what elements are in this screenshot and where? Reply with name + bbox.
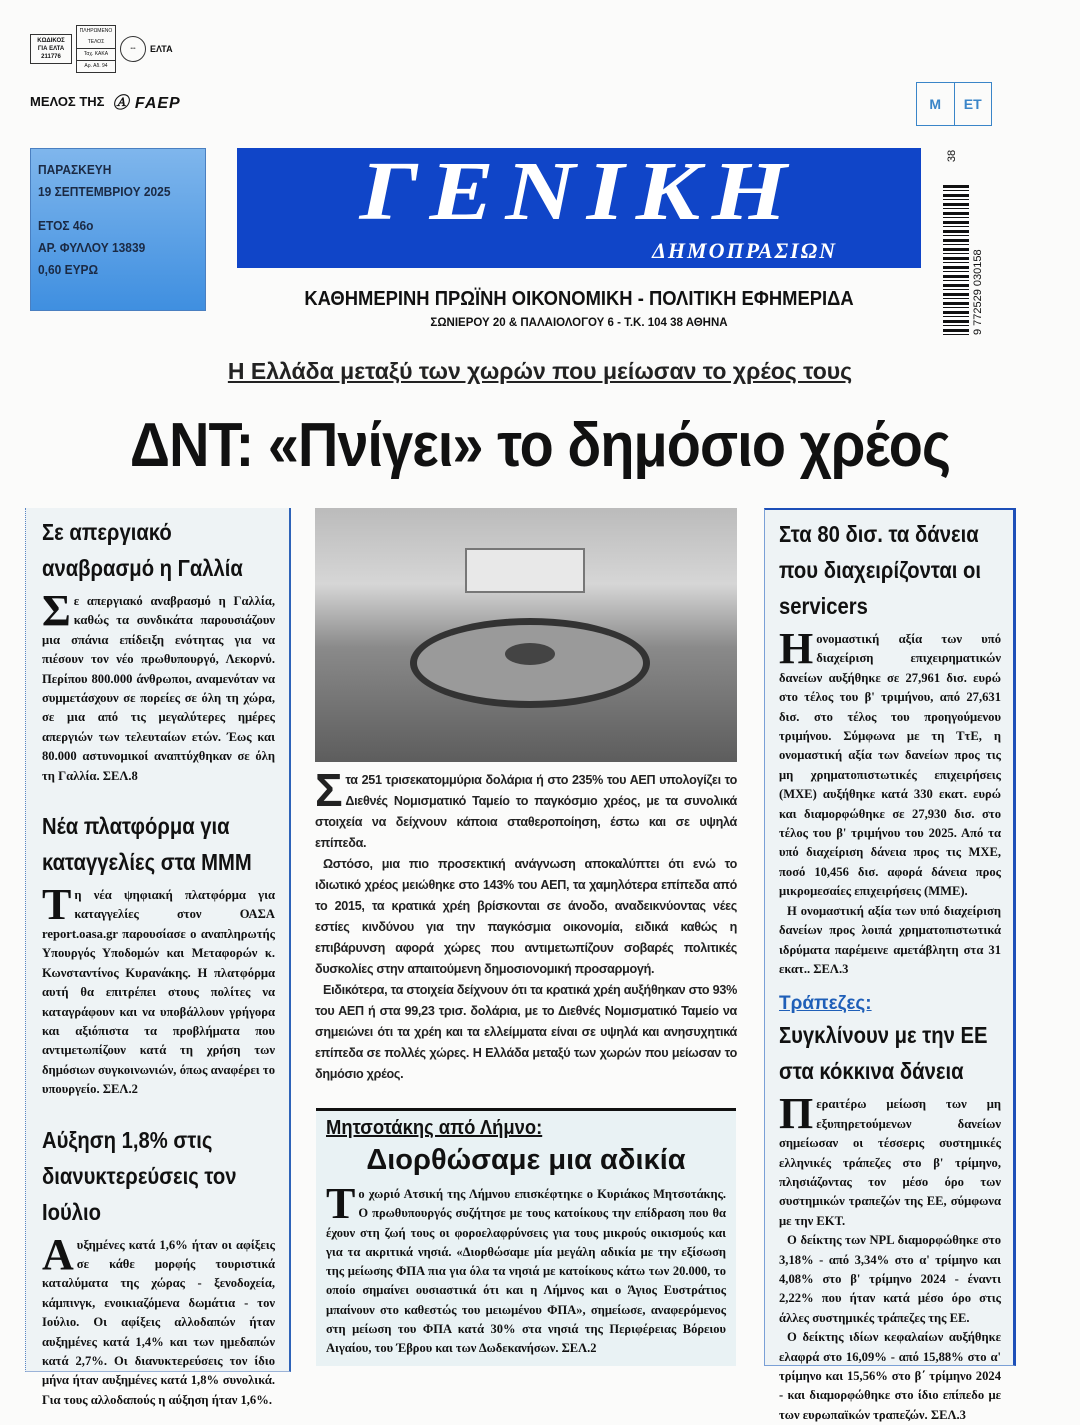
conference-photo [315, 508, 737, 762]
masthead [237, 145, 921, 268]
story-title: Συγκλίνουν με την ΕΕ στα κόκκινα δάνεια [779, 1022, 988, 1085]
box-kicker: Μητσοτάκης από Λήμνο: [326, 1117, 543, 1139]
association-logos: Ⓐ FAEP [112, 95, 181, 112]
left-column [25, 508, 291, 1407]
story-text: Ο δείκτης των NPL διαμορφώθηκε στο 3,18% - από 3,34% στο α' τρίμηνο και 4,08% στο β' τρίμηνο 2024 - έναντι 2,22% που ήταν κατά μέσο όρο στις άλλες συστημικές τράπεζες της ΕΕ. [779, 1233, 1001, 1325]
story-overnight-stays [42, 1122, 275, 1411]
right-column [764, 508, 1016, 1422]
dropcap: Α [42, 1229, 74, 1279]
issue-price: 0,60 ΕΥΡΩ [38, 262, 99, 277]
address: ΣΩΝΙΕΡΟΥ 20 & ΠΑΛΑΙΟΛΟΓΟΥ 6 - Τ.Κ. 104 38 ΑΘΗΝΑ [430, 317, 728, 329]
dropcap: Σ [315, 764, 343, 816]
story-text: εραιτέρω μείωση των μη εξυπηρετούμενων δανείων σημείωσαν οι τέσσερις συστημικές ελληνικές τράπεζες στο β' τρίμηνο, πλησιάζοντας τον μέσο όρο των συστημικών τραπεζών της ΕΕ, σύμφωνα με την ΕΚΤ. [779, 1097, 1001, 1228]
elta-code-box [30, 34, 72, 64]
dropcap: Τ [326, 1179, 356, 1228]
paid-line: Ταχ. ΚΑΚΑ [77, 49, 115, 61]
barcode-number: 9 772529 030158 [972, 249, 984, 335]
lead-article [315, 764, 737, 1085]
elta-logo: ΕΛΤΑ [150, 44, 173, 54]
dropcap: Η [779, 624, 814, 673]
masthead-subtitle: ΔΗΜΟΠΡΑΣΙΩΝ [652, 238, 837, 263]
dropcap: Π [779, 1089, 814, 1139]
lead-paragraph: τα 251 τρισεκατομμύρια δολάρια ή στο 235% του ΑΕΠ υπολογίζει το Διεθνές Νομισματικό Ταμείο το παγκόσμιο χρέος, με τα συνολικά στοιχεία να δείχνουν κάποια σταθεροποίηση, έστω και σε υψηλά επίπεδα. [315, 773, 737, 850]
story-title: Στα 80 δισ. τα δάνεια που διαχειρίζονται οι servicers [779, 521, 982, 619]
paid-line: ΠΛΗΡΩΜΕΝΟ ΤΕΛΟΣ [77, 26, 115, 49]
lead-headline: ΔΝΤ: «Πνίγει» το δημόσιο χρέος [129, 411, 951, 480]
met-right: ΕΤ [963, 96, 982, 112]
box-headline: Διορθώσαμε μια αδικία [366, 1144, 686, 1176]
dropcap: Τ [42, 880, 72, 930]
paid-postage-box [76, 25, 116, 73]
story-banks [779, 993, 1001, 1425]
issue-number: ΑΡ. ΦΥΛΛΟΥ 13839 [38, 240, 146, 255]
story-strikes-france [42, 514, 275, 786]
issue-date: 19 ΣΕΠΤΕΜΒΡΙΟΥ 2025 [38, 184, 171, 199]
box-text: ο χωριό Ατσική της Λήμνου επισκέφτηκε ο Κυριάκος Μητσοτάκης. Ο πρωθυπουργός συζήτησε με τους κατοίκους την επίδραση που θα έχουν στη ζωή τους οι φοροελαφρύνσεις για τους μικρούς οικισμούς και για τα ακριτικά νησιά. «Διορθώσαμε μία μεγάλη αδικία με την εξίσωση της μείωσης ΦΠΑ πια για όλα τα νησιά με κατοίκους κάτω των 20.000, το οποίο σημαίνει ουσιαστικά ότι και η Λήμνος και ο Άγιος Ευστράτιος μπαίνουν στο καθεστώς του μειωμένου ΦΠΑ», σημείωσε, αναφερόμενος στη μείωση του ΦΠΑ κατά 30% στα νησιά της Περιφέρειας Βόρειου Αιγαίου, του Έβρου και των Δωδεκανήσων. ΣΕΛ.2 [326, 1187, 726, 1356]
photo-screen [465, 548, 585, 593]
barcode-issue-code: 38 [946, 149, 959, 163]
met-left: Μ [917, 83, 955, 125]
issue-day: ΠΑΡΑΣΚΕΥΗ [38, 162, 112, 177]
postal-stamp-icon: ••• [120, 36, 146, 62]
tagline: ΚΑΘΗΜΕΡΙΝΗ ΠΡΩΪΝΗ ΟΙΚΟΝΟΜΙΚΗ - ΠΟΛΙΤΙΚΗ ΕΦΗΜΕΡΙΔΑ [304, 288, 854, 310]
issue-year: ΕΤΟΣ 46ο [38, 218, 94, 233]
elta-code: 211776 [41, 54, 61, 60]
story-text: ε απεργιακό αναβρασμό η Γαλλία, καθώς τα συνδικάτα παρουσιάζουν μια σπάνια επίδειξη ενότητας για να πιέσουν τον νέο πρωθυπουργό, Λεκορνύ. Περίπου 800.000 άνθρωποι, αναμενόταν να συμμετάσχουν σε πορείες σε όλη τη χώρα, σε μια από τις μεγαλύτερες ημέρες απεργιών των τελευταίων ετών. Έως και 80.000 αστυνομικοί αναπτύχθηκαν σε όλη τη Γαλλία. ΣΕΛ.8 [42, 594, 275, 783]
story-kicker: Τράπεζες: [779, 993, 872, 1015]
story-text: ονομαστική αξία των υπό διαχείριση επιχειρηματικών δανείων αυξήθηκε σε 27,961 δισ. ευρώ στο τέλος του β' τριμήνου, από 27,631 δισ. στο τέλος του προηγούμενου τριμήνου. Σύμφωνα με τη ΤτΕ, η ονομαστική αξία των δανείων προς τις μη χρηματοπιστωτικές επιχειρήσεις (ΜΧΕ) αυξήθηκε κατά 330 εκατ. ευρώ και διαμορφώθηκε σε 27,930 δισ. στο τέλος του β' τριμήνου του 2025. Από τα υπό διαχείριση δάνεια προς τις ΜΧΕ, ποσό 10,456 δισ. αφορά δάνεια προς μικρομεσαίες επιχειρήσεις (ΜΜΕ). [779, 632, 1001, 899]
masthead-title: ΓΕΝΙΚΗ [359, 145, 799, 238]
lead-paragraph: Ωστόσο, μια πιο προσεκτική ανάγνωση αποκαλύπτει ότι ενώ το ιδιωτικό χρέος μειώθηκε στο 143% του ΑΕΠ, τα χαμηλότερα επίπεδα από το 2015, τα κρατικά χρέη βρίσκονται σε άνοδο, αναδεικνύοντας νέες εστίες κινδύνου για την παγκόσμια οικονομία, ειδικά καθώς η επιβάρυνση αφορά χώρες που αντιμετωπίζουν σοβαρές πολιτικές δυσκολίες στην απαιτούμενη δημοσιονομική προσαρμογή. [315, 857, 737, 976]
story-title: Νέα πλατφόρμα για καταγγελίες στα ΜΜΜ [42, 813, 252, 876]
member-label: ΜΕΛΟΣ ΤΗΣ [30, 94, 105, 109]
story-oasa-platform [42, 808, 275, 1099]
mitsotakis-box [316, 1108, 736, 1366]
membership [30, 90, 181, 113]
lead-paragraph: Ειδικότερα, τα στοιχεία δείχνουν ότι τα κρατικά χρέη αυξήθηκαν στο 93% του ΑΕΠ ή στα 99,23 τρισ. δολάρια, με το Διεθνές Νομισματικό Ταμείο να σημειώνει ότι τα χρέη και τα ελλείμματα είναι σε υψηλά και ανησυχητικά επίπεδα σε πολλές χώρες. Η Ελλάδα μεταξύ των χωρών που μείωσαν το δημόσιο χρέος. [315, 983, 737, 1081]
story-servicers [779, 516, 1001, 979]
story-text: Ο δείκτης ιδίων κεφαλαίων αυξήθηκε ελαφρά στο 16,09% - από 15,88% στο α' τρίμηνο και 15,56% στο β΄ τρίμηνο 2024 - και διαμορφώθηκε στο ίδιο επίπεδο με των ευρωπαϊκών τραπεζών. ΣΕΛ.3 [779, 1330, 1001, 1422]
issue-info-box [30, 148, 206, 311]
lead-kicker: Η Ελλάδα μεταξύ των χωρών που μείωσαν το χρέος τους [227, 358, 853, 384]
met-book-logo [916, 82, 992, 126]
story-title: Σε απεργιακό αναβρασμό η Γαλλία [42, 519, 243, 581]
dropcap: Σ [42, 586, 71, 635]
elta-code-label: ΚΩΔΙΚΟΣ ΓΙΑ ΕΛΤΑ [37, 38, 65, 52]
photo-podium [505, 643, 555, 665]
barcode [943, 185, 969, 335]
postal-marks [30, 25, 173, 73]
paid-line: Αρ. Αδ. 94 [84, 63, 108, 69]
story-text: η νέα ψηφιακή πλατφόρμα για καταγγελίες στον ΟΑΣΑ report.oasa.gr παρουσίασε ο αναπληρωτής Υπουργός Υποδομών και Μεταφορών κ. Κωνσταντίνος Κυρανάκης. Η πλατφόρμα αυτή θα επιτρέπει στους πολίτες να καταγράφουν και να υποβάλλουν γρήγορα και αξιόπιστα τα προβλήματα που αντιμετωπίζουν κατά τη χρήση των δημόσιων συγκοινωνιών, όπως αναφέρει το υπουργείο. ΣΕΛ.2 [42, 888, 275, 1097]
story-text: Η ονομαστική αξία των υπό διαχείριση δανείων προς λοιπά χρηματοπιστωτικά ιδρύματα παρέμεινε αμετάβλητη στα 31 εκατ.. ΣΕΛ.3 [779, 903, 1001, 976]
story-text: υξημένες κατά 1,6% ήταν οι αφίξεις σε κάθε μορφής τουριστικά καταλύματα της χώρας - ξενοδοχεία, κάμπινγκ, ενοικιαζόμενα δωμάτια - τον Ιούλιο. Οι αφίξεις αλλοδαπών ήταν αυξημένες κατά 1,4% και των ημεδαπών κατά 2,7%. Οι διανυκτερεύσεις τον ίδιο μήνα ήταν αυξημένες κατά 1,8% συνολικά. Για τους αλλοδαπούς η αύξηση ήταν 1,6%. [42, 1237, 275, 1407]
story-title: Αύξηση 1,8% στις διανυκτερεύσεις τον Ιούλιο [42, 1126, 237, 1225]
